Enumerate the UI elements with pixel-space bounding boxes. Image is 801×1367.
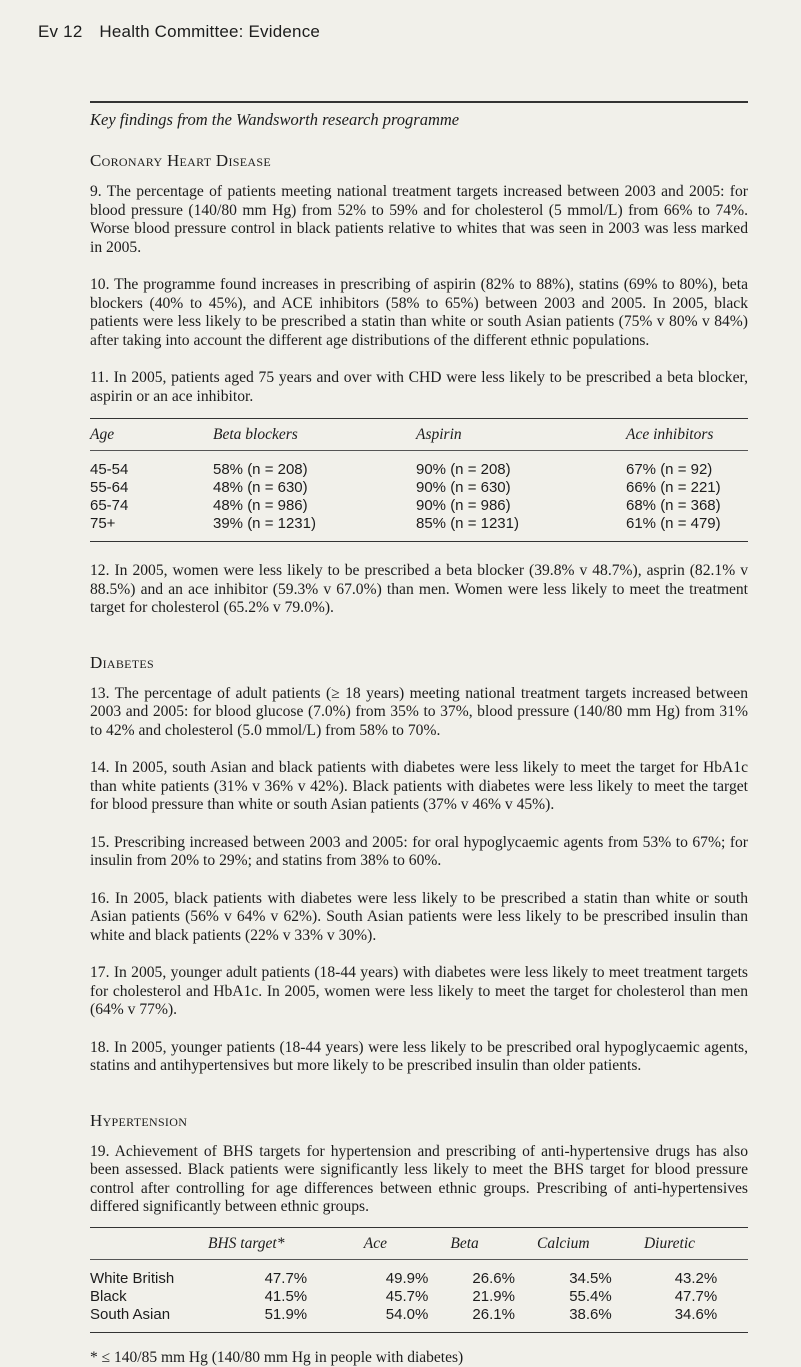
table-cell: 34.6% [674,1305,718,1323]
column-header: Ace inhibitors [626,419,748,451]
column-header: Age [90,419,213,451]
table-cell: 85% (n = 1231) [416,515,519,532]
table-cell: 34.5% [569,1269,612,1287]
column-header [90,1227,208,1259]
table-cell: 47.7% [674,1287,718,1305]
table-cell: 61% (n = 479) [626,515,721,532]
table-row [90,1288,748,1306]
column-header: Ace [364,1227,451,1259]
table-cell: 41.5% [264,1287,308,1305]
table-cell: 48% (n = 986) [213,497,308,514]
table-footnote: * ≤ 140/85 mm Hg (140/80 mm Hg in people with diabetes) [90,1348,464,1366]
top-rule [90,101,748,103]
column-header: Aspirin [416,419,626,451]
column-header: Beta [450,1227,537,1259]
table-cell: 55-64 [90,479,129,496]
page-number: Ev 12 [38,22,83,41]
paragraph-19: 19. Achievement of BHS targets for hypertension and prescribing of anti-hypertensive drugs has also been assessed. Black patients were significantly less likely to meet the BHS target for blood pressure control after controlling for age differences between ethnic groups. Prescribing of anti-hypertensives differed significantly between ethnic groups. [90,1142,748,1215]
section-heading-diabetes: Diabetes [90,652,155,672]
table-cell: 75+ [90,515,116,532]
table-cell: 48% (n = 630) [213,479,308,496]
paragraph-11: 11. In 2005, patients aged 75 years and over with CHD were less likely to be prescribed a beta blocker, aspirin or an ace inhibitor. [90,369,748,405]
section-heading-hypertension: Hypertension [90,1110,188,1130]
page-header [38,22,320,42]
column-header: Diuretic [644,1227,748,1259]
table-header-row [90,1227,748,1259]
paragraph-17: 17. In 2005, younger adult patients (18-44 years) with diabetes were less likely to meet treatment targets for cholesterol and HbA1c. In 2005, women were less likely to meet the target for cholesterol than men (64% v 77%). [90,964,748,1018]
paragraph-9: 9. The percentage of patients meeting national treatment targets increased between 2003 and 2005: for blood pressure (140/80 mm Hg) from 52% to 59% and for cholesterol (5 mmol/L) from 66% to 74%. Worse blood pressure control in black patients relative to whites that was seen in 2003 was less marked in 2005. [90,183,748,256]
table-cell: 26.6% [472,1269,515,1287]
column-header: BHS target* [208,1227,364,1259]
table-cell: 58% (n = 208) [213,461,308,478]
paragraph-18: 18. In 2005, younger patients (18-44 years) were less likely to be prescribed oral hypoglycaemic agents, statins and antihypertensives but more likely to be prescribed insulin than older patients. [90,1038,748,1074]
spacer [90,637,748,653]
document-body [90,110,748,1367]
column-header: Beta blockers [213,419,416,451]
paragraph-14: 14. In 2005, south Asian and black patients with diabetes were less likely to meet the target for HbA1c than white patients (31% v 36% v 42%). Black patients with diabetes were less likely to meet the target for blood pressure than white or south Asian patients (37% v 46% v 45%). [90,759,748,813]
column-header: Calcium [537,1227,644,1259]
table-cell: 39% (n = 1231) [213,515,316,532]
table-cell: 21.9% [472,1287,515,1305]
table-cell: 45.7% [385,1287,429,1305]
table-cell: 45-54 [90,461,129,478]
hypertension-table [90,1227,748,1333]
table-cell: Black [90,1287,127,1305]
table-cell: 54.0% [385,1305,429,1323]
table-cell: 68% (n = 368) [626,497,721,514]
table-row [90,515,748,542]
table-row [90,497,748,515]
chd-prescribing-table [90,418,748,542]
table-cell: 49.9% [385,1269,429,1287]
table-row [90,1259,748,1288]
table-cell: 67% (n = 92) [626,461,713,478]
table-cell: White British [90,1269,175,1287]
table-cell: 65-74 [90,497,129,514]
table-cell: 43.2% [674,1269,718,1287]
paragraph-12: 12. In 2005, women were less likely to be prescribed a beta blocker (39.8% v 48.7%), asprin (82.1% v 88.5%) and an ace inhibitor (59.3% v 67.0%) than men. Women were less likely to meet the treatment target for cholesterol (65.2% v 79.0%). [90,562,748,616]
paragraph-13: 13. The percentage of adult patients (≥ 18 years) meeting national treatment targets increased between 2003 and 2005: for blood glucose (7.0%) from 35% to 37%, blood pressure (140/80 mm Hg) from 31% to 42% and cholesterol (5.0 mmol/L) from 58% to 70%. [90,684,748,739]
table-cell: 47.7% [264,1269,308,1287]
spacer [90,1095,748,1111]
table-cell: 90% (n = 630) [416,479,511,496]
table-cell: 38.6% [569,1305,612,1323]
table-header-row [90,419,748,451]
paragraph-10: 10. The programme found increases in prescribing of aspirin (82% to 88%), statins (69% to 80%), beta blockers (40% to 45%), and ACE inhibitors (58% to 65%) between 2003 and 2005. In 2005, black patients were less likely to be prescribed a statin than white or south Asian patients (75% v 80% v 84%) after taking into account the different age distributions of the different ethnic populations. [90,276,748,349]
table-cell: 90% (n = 208) [416,461,511,478]
table-cell: 66% (n = 221) [626,479,721,496]
table-cell: 55.4% [569,1287,612,1305]
paragraph-16: 16. In 2005, black patients with diabetes were less likely to be prescribed a statin than white or south Asian patients (56% v 64% v 62%). South Asian patients were less likely to be prescribed insulin than white and black patients (22% v 33% v 30%). [90,889,748,944]
paragraph-15: 15. Prescribing increased between 2003 and 2005: for oral hypoglycaemic agents from 53% to 67%; for insulin from 20% to 29%; and statins from 38% to 60%. [90,833,748,869]
subtitle: Key findings from the Wandsworth research programme [90,110,460,129]
table-cell: South Asian [90,1305,171,1323]
table-cell: 90% (n = 986) [416,497,511,514]
table-cell: 26.1% [472,1305,515,1323]
table-row [90,451,748,480]
table-cell: 51.9% [264,1305,308,1323]
table-row [90,1306,748,1333]
table-row [90,479,748,497]
document-title: Health Committee: Evidence [99,22,321,41]
section-heading-chd: Coronary Heart Disease [90,151,271,170]
